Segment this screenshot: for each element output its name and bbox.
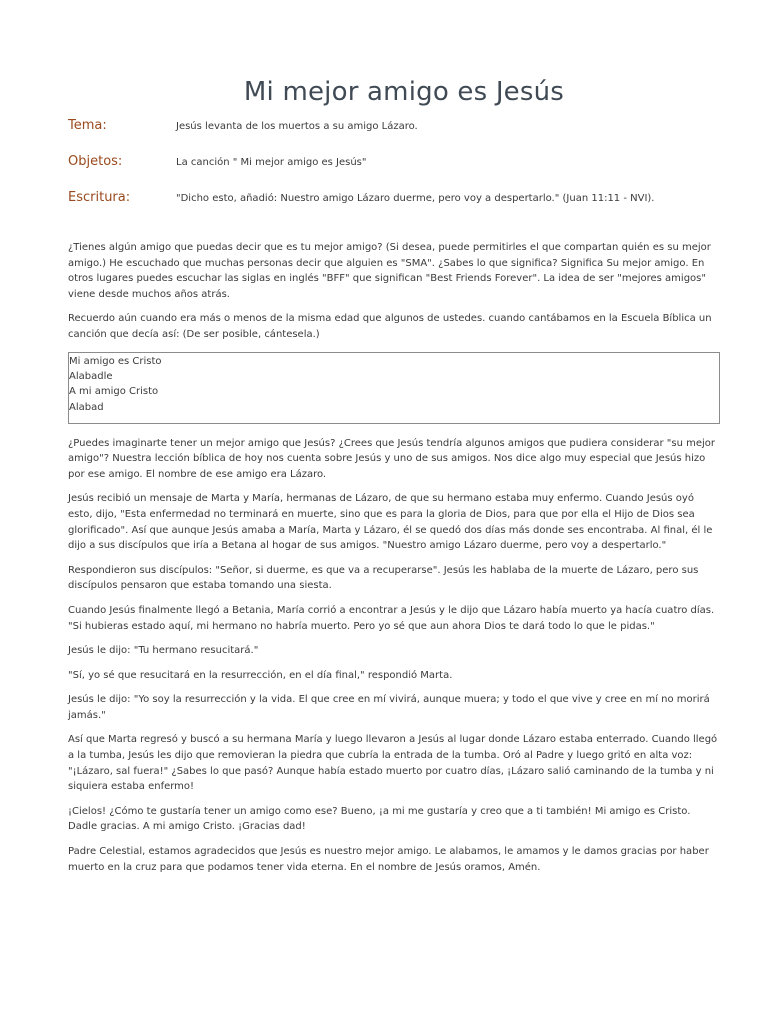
lesson-body [68,240,720,875]
body-paragraph: Cuando Jesús finalmente llegó a Betania, María corrió a encontrar a Jesús y le dijo que Lázaro había muerto ya hacía cuatro días. "Si hubieras estado aquí, mi hermano no habría muerto. Pero yo sé que aun ahora Dios te dará todo lo que le pidas." [68,604,715,632]
meta-row-tema [68,118,720,154]
body-paragraph: Respondieron sus discípulos: "Señor, si duerme, es que va a recuperarse". Jesús les hablaba de la muerte de Lázaro, pero sus discípulos pensaron que estaba tomando una siesta. [68,564,699,592]
song-line: Alabadle [69,370,113,382]
meta-value-escritura: "Dicho esto, añadió: Nuestro amigo Lázaro duerme, pero voy a despertarlo." (Juan 11:11 - NVI). [176,193,655,204]
song-lyrics-box [68,352,720,424]
meta-row-objetos [68,154,720,190]
body-paragraph: Así que Marta regresó y buscó a su hermana María y luego llevaron a Jesús al lugar donde Lázaro estaba enterrado. Cuando llegó a la tumba, Jesús les dijo que removieran la piedra que cubría la entrada de la tumba. Oró al Padre y luego gritó en alta voz: "¡Lázaro, sal fuera!" ¿Sabes lo que pasó? Aunque había estado muerto por cuatro días, ¡Lázaro salió caminando de la tumba y ni siquiera estaba enfermo! [68,734,718,793]
intro-paragraph-2: Recuerdo aún cuando era más o menos de la misma edad que algunos de ustedes. cuando cantábamos en la Escuela Bíblica un canción que decía así: (De ser posible, cántesela.) [68,313,712,340]
song-line: Mi amigo es Cristo [69,355,162,367]
page-title: Mi mejor amigo es Jesús [243,77,565,107]
meta-row-escritura [68,190,720,226]
body-paragraph: Jesús le dijo: "Yo soy la resurrección y la vida. El que cree en mí vivirá, aunque muera; y todo el que vive y cree en mí no morirá jamás." [68,694,710,721]
closing-prayer: Padre Celestial, estamos agradecidos que Jesús es nuestro mejor amigo. Le alabamos, le amamos y le damos gracias por haber muerto en la cruz para que podamos tener vida eterna. En el nombre de Jesús oramos, Amén. [68,846,709,873]
body-paragraph: Jesús le dijo: "Tu hermano resucitará." [68,645,259,657]
body-paragraph: ¿Puedes imaginarte tener un mejor amigo que Jesús? ¿Crees que Jesús tendría algunos amigos que pudiera considerar "su mejor amigo"? Nuestra lección bíblica de hoy nos cuenta sobre Jesús y uno de sus amigos. Nos dice algo muy especial que Jesús hizo por ese amigo. El nombre de ese amigo era Lázaro. [68,437,716,480]
song-line: Alabad [69,401,104,413]
meta-label-tema: Tema: [68,118,107,133]
body-paragraph: ¡Cielos! ¿Cómo te gustaría tener un amigo como ese? Bueno, ¡a mi me gustaría y creo que a ti también! Mi amigo es Cristo. Dadle gracias. A mi amigo Cristo. ¡Gracias dad! [68,805,691,833]
intro-paragraph-1: ¿Tienes algún amigo que puedas decir que es tu mejor amigo? (Si desea, puede permitirles el que compartan quién es su mejor amigo.) He escuchado que muchas personas decir que alguien es "SMA". ¿Sabes lo que significa? Significa Su mejor amigo. En otros lugares puedes escuchar las siglas en inglés "BFF" que significan "Best Friends Forever". La idea de ser "mejores amigos" viene desde muchos años atrás. [68,242,711,300]
song-line: A mi amigo Cristo [69,386,159,398]
meta-label-objetos: Objetos: [68,154,123,169]
meta-value-tema: Jesús levanta de los muertos a su amigo Lázaro. [176,121,418,132]
lesson-meta [68,118,720,226]
meta-value-objetos: La canción " Mi mejor amigo es Jesús" [176,157,367,168]
body-paragraph: Jesús recibió un mensaje de Marta y María, hermanas de Lázaro, de que su hermano estaba muy enfermo. Cuando Jesús oyó esto, dijo, "Esta enfermedad no terminará en muerte, sino que es para la gloria de Dios, para que por ella el Hijo de Dios sea glorificado". Así que aunque Jesús amaba a María, Marta y Lázaro, él se quedó dos días más donde ses encontraba. Al final, él le dijo a sus discípulos que iría a Betana al hogar de sus amigos. "Nuestro amigo Lázaro duerme, pero voy a despertarlo." [68,493,713,552]
body-paragraph: "Sí, yo sé que resucitará en la resurrección, en el día final," respondió Marta. [68,669,453,681]
meta-label-escritura: Escritura: [68,190,131,205]
